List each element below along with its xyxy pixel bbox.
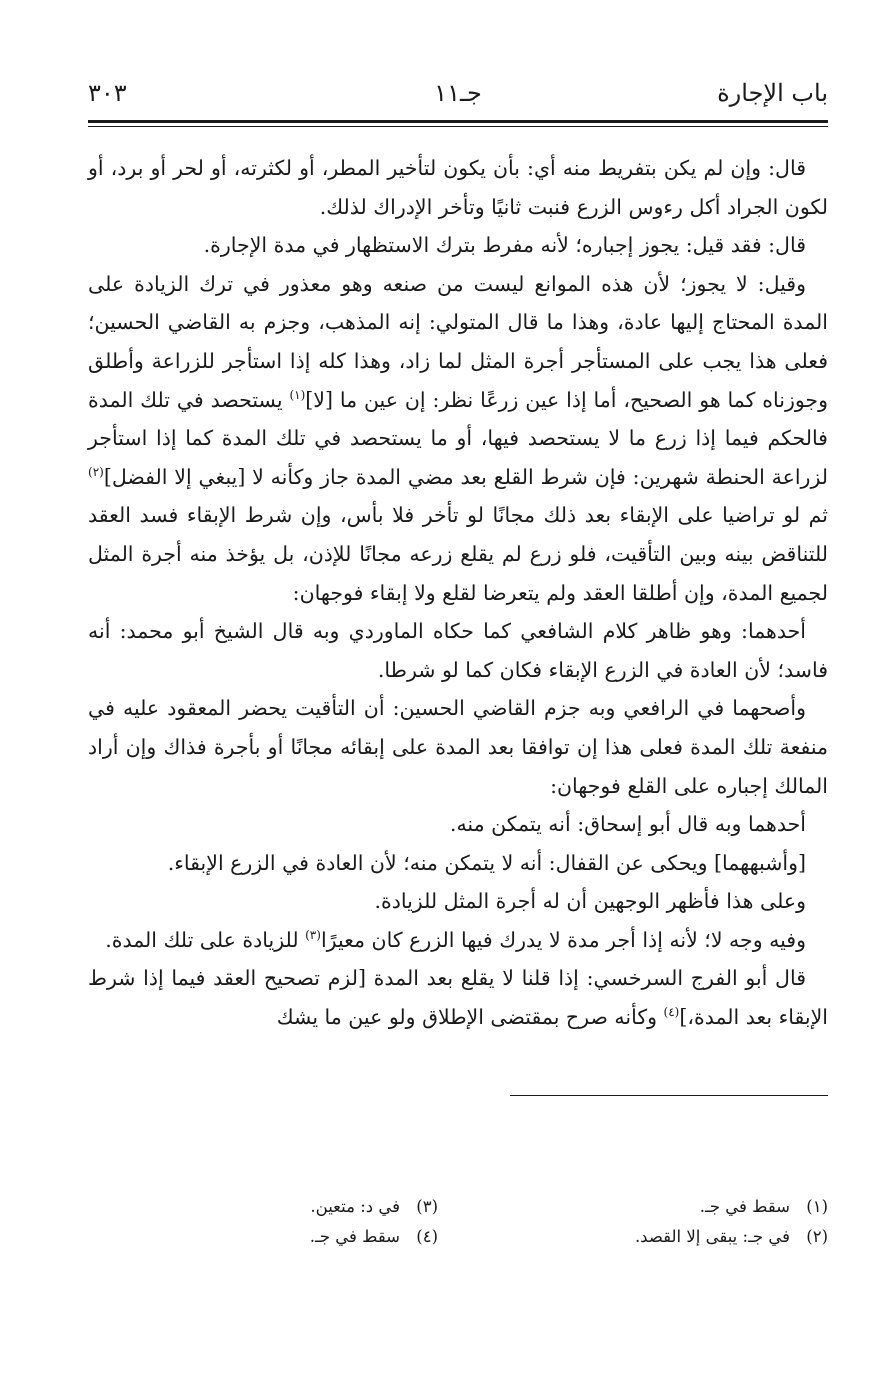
paragraph: [وأشبههما] ويحكى عن القفال: أنه لا يتمكن منه؛ لأن العادة في الزرع الإبقاء. [167,850,806,875]
footnote-ref: (٤) [663,1005,680,1020]
footnote-ref: (٢) [88,464,104,479]
footnote: (٤)سقط في جـ. [309,1227,438,1246]
header-rule-thick [88,120,828,123]
volume-label: جـ١١ [434,79,482,107]
footnotes-column-left [118,1192,438,1252]
running-header [88,70,828,116]
paragraph: أحدهما: وهو ظاهر كلام الشافعي كما حكاه الماوردي وبه قال الشيخ أبو محمد: أنه فاسد؛ لأن العادة في الزرع الإبقاء فكان كما لو شرطا. [88,619,828,682]
page-number: ٣٠٣ [88,79,127,107]
footnote: (١)سقط في جـ. [699,1197,828,1216]
paragraph: قال: فقد قيل: يجوز إجباره؛ لأنه مفرط بترك الاستظهار في مدة الإجارة. [203,233,806,258]
paragraph: وفيه وجه لا؛ لأنه إذا أجر مدة لا يدرك فيها الزرع كان معيرًا$^{(٣)}$ للزيادة على تلك المدة. [105,927,806,952]
paragraph: وأصحهما في الرافعي وبه جزم القاضي الحسين: أن التأقيت يحضر المعقود عليه في منفعة تلك المدة فعلى هذا إن توافقا بعد المدة على إبقائه مجانًا أو بأجرة فذاك وإن أراد المالك إجباره على القلع فوجهان: [88,696,828,798]
footnote-separator [510,1095,828,1096]
paragraph: أحدهما وبه قال أبو إسحاق: أنه يتمكن منه. [449,812,806,837]
footnote: (٣)في د: متعين. [310,1197,438,1216]
main-text [88,149,828,1037]
footnotes-column-right [468,1192,828,1252]
chapter-title: باب الإجارة [717,79,828,107]
header-rule-thin [88,126,828,127]
footnote-ref: (٣) [305,928,321,943]
footnote: (٢)في جـ: يبقى إلا القصد. [634,1227,828,1246]
paragraph: وعلى هذا فأظهر الوجهين أن له أجرة المثل للزيادة. [374,889,806,914]
paragraph: قال أبو الفرج السرخسي: إذا قلنا لا يقلع بعد المدة [لزم تصحيح العقد فيما إذا شرط الإبقاء بعد المدة،]$^{(٤)}$ وكأنه صرح بمقتضى الإطلاق ولو عين ما يشك [88,966,828,1030]
footnote-ref: (١) [289,387,306,402]
paragraph: قال: وإن لم يكن بتفريط منه أي: بأن يكون لتأخير المطر، أو لكثرته، أو لحر أو برد، أو لكون الجراد أكل رءوس الزرع فنبت ثانيًا وتأخر الإدراك لذلك. [88,156,828,219]
paragraph: وقيل: لا يجوز؛ لأن هذه الموانع ليست من صنعه وهو معذور في ترك الزيادة على المدة المحتاج إليها عادة، وهذا ما قال المتولي: إنه المذهب، وجزم به القاضي الحسين؛ فعلى هذا يجب على المستأجر أجرة المثل لما زاد، وهذا كله إذا استأجر للزراعة وأطلق وجوزناه كما هو الصحيح، أما إذا عين زرعًا نظر: إن عين ما [لا]$^{(١)}$ يستحصد في تلك المدة فالحكم فيما إذا زرع ما لا يستحصد فيها، أو ما يستحصد في تلك المدة كما إذا استأجر لزراعة الحنطة شهرين: فإن شرط القلع بعد مضي المدة جاز وكأنه لا [يبغي إلا الفضل]$^{(٢)}$ ثم لو تراضيا على الإبقاء بعد ذلك مجانًا لو تأخر فلا بأس، وإن شرط الإبقاء فسد العقد للتناقض بينه وبين التأقيت، فلو زرع لم يقلع زرعه مجانًا للإذن، بل يؤخذ منه أجرة المثل لجميع المدة، وإن أطلقا العقد ولم يتعرضا لقلع ولا إبقاء فوجهان: [88,271,829,605]
book-page [88,70,828,1096]
